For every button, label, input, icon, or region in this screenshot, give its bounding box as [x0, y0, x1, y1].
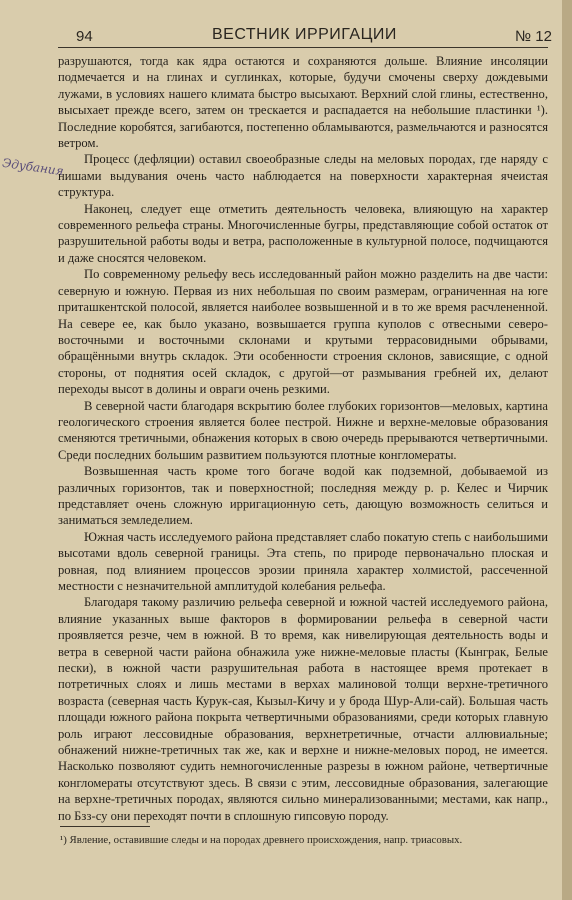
- header-rule: [58, 47, 548, 48]
- paragraph: Южная часть исследуемого района представляет слабо покатую степь с наибольшими высотами вдоль северной границы. Эта степь, по природе первоначально плоская и ровная, под влиянием процессов эрозии приняла характер холмистой, рассеченной местности с незначительной амплитудой колебания рельефа.: [58, 529, 548, 593]
- issue-number: № 12: [515, 28, 552, 45]
- paragraph: Благодаря такому различию рельефа северной и южной частей исследуемого района, влияние указанных выше факторов в формировании рельефа в северной части проявляется резче, чем в южной. В то время, как нивелирующая деятельность воды и ветра в северной части района обнажила уже нижне-меловые пласты (Кынграк, Белые пески), в южной части разрушительная работа в настоящее время протекает в потретичных слоях и лишь местами в верхах малиновой толщи верхне-третичного возраста (северная часть Курук-сая, Кызыл-Кичу и у брода Шур-Али-сай). Большая часть площади южного района покрыта четвертичными образованиями, среди которых главную роль играют лессовидные образования, верхнетретичные, отчасти аллювиальные; обнажений нижне-третичных так же, как и верхне и нижне-меловых пород, не имеется. Насколько позволяют судить немногочисленные разрезы в южном районе, четвертичные конгломераты отсутствуют здесь. В связи с этим, лессовидные образования, залегающие на верхне-третичных породах, являются сильно минерализованными; местами, как напр., по Бзз-су они переходят почти в сплошную гипсовую породу.: [58, 595, 548, 823]
- paragraph: Процесс (дефляции) оставил своеобразные следы на меловых породах, где наряду с нишами выдувания очень часто наблюдается на поверхности характерная ячеистая структура.: [58, 152, 548, 200]
- journal-title: ВЕСТНИК ИРРИГАЦИИ: [212, 26, 397, 43]
- page-number: 94: [76, 28, 93, 45]
- paragraph: По современному рельефу весь исследованный район можно разделить на две части: северную и южную. Первая из них небольшая по своим размерам, ограниченная на юге приташкентской полосой, является наиболее возвышенной и в то же время расчлененной. На севере ее, как было указано, возвышается группа куполов с отвесными северо-восточными и восточными склонами и крутыми террасовидными обрывами, обращёнными внутрь складок. Эти особенности строения склонов, зависящие, с одной стороны, от поднятия осей складок, с другой—от размывания гребней их, делают переходы высот в долины и овраги очень резкими.: [58, 267, 548, 397]
- paragraph: Возвышенная часть кроме того богаче водой как подземной, добываемой из различных горизонтов, так и поверхностной; последняя между р. р. Келес и Чирчик представляет очень сложную ирригационную сеть, дающую возможность селиться и заниматься земледелием.: [58, 464, 548, 528]
- paragraph: В северной части благодаря вскрытию более глубоких горизонтов—меловых, картина геологического строения является более пестрой. Нижне и верхне-меловые образования сменяются третичными, обнажения которых в свою очередь прерываются четвертичными. Среди последних большим развитием пользуются плотные конгломераты.: [58, 398, 548, 462]
- footnote-rule: [60, 826, 150, 827]
- footnote: ¹) Явление, оставившие следы и на породах древнего происхождения, напр. триасовых.: [60, 834, 463, 846]
- handwritten-margin-note: Эдубания: [1, 155, 65, 179]
- paragraph: разрушаются, тогда как ядра остаются и сохраняются дольше. Влияние инсоляции подмечается и на глинах и суглинках, которые, будучи смочены сверху дождевыми лужами, в условиях нашего климата быстро высыхают. Верхний слой глины, естественно, высыхает прежде всего, затем он трескается и распадается на небольшие пластинки ¹). Последние коробятся, загибаются, постепенно обламываются, размельчаются и разносятся ветром.: [58, 54, 548, 151]
- running-header: [52, 26, 552, 48]
- article-body: [58, 53, 548, 824]
- paragraph: Наконец, следует еще отметить деятельность человека, влияющую на характер современного рельефа страны. Многочисленные бугры, представляющие собой остаток от разрушительной работы воды и ветра, расположенные в культурной полосе, подчищаются и даже сносятся человеком.: [58, 201, 548, 265]
